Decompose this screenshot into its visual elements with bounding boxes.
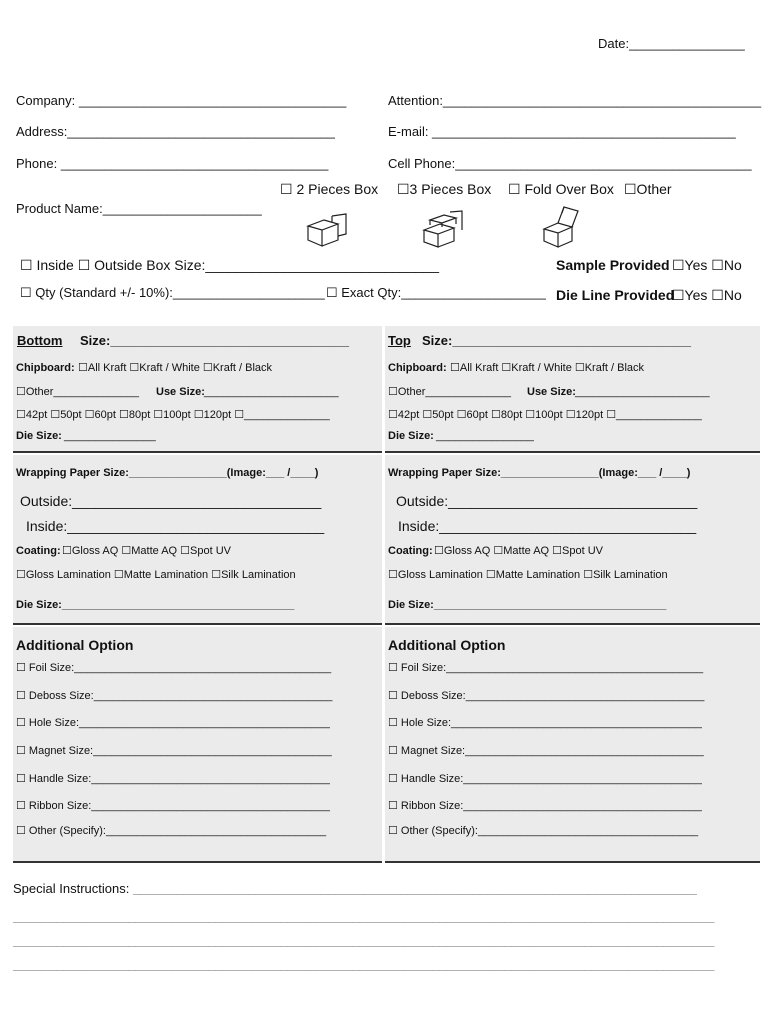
two-pieces-box-checkbox[interactable]: ☐ 2 Pieces Box xyxy=(280,181,379,197)
top-thickness-options[interactable]: ☐42pt ☐50pt ☐60pt ☐80pt ☐100pt ☐120pt ☐______________ xyxy=(388,409,702,421)
address-field[interactable]: Address:_____________________________________ xyxy=(16,124,335,139)
bottom-chipboard-label: Chipboard: xyxy=(16,362,75,374)
wrap-right-title[interactable]: Wrapping Paper Size:________________(Image:___ /____) xyxy=(388,467,691,479)
additional-right-ribbon[interactable]: ☐ Ribbon Size:_______________________________________ xyxy=(388,800,702,812)
wrap-right-inside-field[interactable]: Inside:_________________________________ xyxy=(398,518,697,534)
wrap-right-coating-label: Coating: xyxy=(388,545,433,557)
other-box-checkbox[interactable]: ☐Other xyxy=(624,181,672,197)
two-pieces-box-icon xyxy=(304,212,350,248)
wrap-right-coating-options[interactable]: ☐Gloss AQ ☐Matte AQ ☐Spot UV xyxy=(434,545,603,557)
additional-left-deboss[interactable]: ☐ Deboss Size:_______________________________________ xyxy=(16,690,333,702)
bottom-use-size-field[interactable]: ______________________ xyxy=(204,386,339,398)
additional-right-title: Additional Option xyxy=(388,637,506,653)
wrap-left-die-size-field[interactable]: Die Size:______________________________________ xyxy=(16,599,295,611)
company-field[interactable]: Company: _____________________________________ xyxy=(16,93,347,108)
wrap-left-lamination-options[interactable]: ☐Gloss Lamination ☐Matte Lamination ☐Silk Lamination xyxy=(16,569,296,581)
bottom-other-field[interactable]: ☐Other______________ xyxy=(16,386,140,398)
additional-left-foil[interactable]: ☐ Foil Size:__________________________________________ xyxy=(16,662,332,674)
additional-left-other[interactable]: ☐ Other (Specify):____________________________________ xyxy=(16,825,327,837)
special-instructions-line-1[interactable]: _________________________________________________________________________________________________ xyxy=(13,910,715,923)
wrap-left-coating-options[interactable]: ☐Gloss AQ ☐Matte AQ ☐Spot UV xyxy=(62,545,231,557)
top-chipboard-options[interactable]: ☐All Kraft ☐Kraft / White ☐Kraft / Black xyxy=(450,362,645,374)
divider-bottom-left xyxy=(13,451,382,453)
divider-additional-left xyxy=(13,861,382,863)
date-field[interactable]: Date:________________ xyxy=(598,36,745,51)
fold-over-box-icon xyxy=(540,203,582,249)
bottom-title: Bottom xyxy=(17,333,63,348)
top-die-size-field[interactable]: ________________ xyxy=(436,430,534,442)
three-pieces-box-checkbox[interactable]: ☐3 Pieces Box xyxy=(397,181,492,197)
special-instructions-line-3[interactable]: _________________________________________________________________________________________________ xyxy=(13,958,715,971)
additional-left-hole[interactable]: ☐ Hole Size:_________________________________________ xyxy=(16,717,330,729)
bottom-chipboard-options[interactable]: ☐All Kraft ☐Kraft / White ☐Kraft / Black xyxy=(78,362,273,374)
wrap-left-coating-label: Coating: xyxy=(16,545,61,557)
bottom-thickness-options[interactable]: ☐42pt ☐50pt ☐60pt ☐80pt ☐100pt ☐120pt ☐______________ xyxy=(16,409,330,421)
top-size-field[interactable]: Size:_________________________________ xyxy=(422,333,691,348)
bottom-die-size-label: Die Size: xyxy=(16,430,62,442)
wrap-right-die-size-field[interactable]: Die Size:______________________________________ xyxy=(388,599,667,611)
divider-wrap-left xyxy=(13,623,382,625)
additional-right-other[interactable]: ☐ Other (Specify):____________________________________ xyxy=(388,825,699,837)
wrap-right-outside-field[interactable]: Outside:________________________________ xyxy=(396,493,698,509)
product-name-field[interactable]: Product Name:______________________ xyxy=(16,201,262,216)
wrap-left-bg xyxy=(13,455,382,623)
wrap-left-inside-field[interactable]: Inside:_________________________________ xyxy=(26,518,325,534)
qty-field[interactable]: ☐ Qty (Standard +/- 10%):_____________________ xyxy=(20,285,325,300)
top-other-field[interactable]: ☐Other______________ xyxy=(388,386,512,398)
attention-field[interactable]: Attention:____________________________________________ xyxy=(388,93,762,108)
divider-additional-right xyxy=(385,861,760,863)
additional-left-handle[interactable]: ☐ Handle Size:_______________________________________ xyxy=(16,773,330,785)
additional-right-deboss[interactable]: ☐ Deboss Size:_______________________________________ xyxy=(388,690,705,702)
top-use-size-field[interactable]: ______________________ xyxy=(575,386,710,398)
email-field[interactable]: E-mail: __________________________________________ xyxy=(388,124,736,139)
divider-bottom-right xyxy=(385,451,760,453)
wrap-right-bg xyxy=(385,455,760,623)
top-die-size-label: Die Size: xyxy=(388,430,434,442)
top-use-size-label: Use Size: xyxy=(527,386,576,398)
sample-provided-label: Sample Provided xyxy=(556,257,670,273)
additional-right-foil[interactable]: ☐ Foil Size:__________________________________________ xyxy=(388,662,704,674)
wrap-left-title[interactable]: Wrapping Paper Size:________________(Image:___ /____) xyxy=(16,467,319,479)
wrap-left-outside-field[interactable]: Outside:________________________________ xyxy=(20,493,322,509)
die-line-provided-options[interactable]: ☐Yes ☐No xyxy=(672,287,742,303)
cell-phone-field[interactable]: Cell Phone:_________________________________________ xyxy=(388,156,752,171)
additional-left-magnet[interactable]: ☐ Magnet Size:_______________________________________ xyxy=(16,745,332,757)
additional-right-handle[interactable]: ☐ Handle Size:_______________________________________ xyxy=(388,773,702,785)
box-size-field[interactable]: ☐ Inside ☐ Outside Box Size:______________________________ xyxy=(20,257,439,273)
additional-left-ribbon[interactable]: ☐ Ribbon Size:_______________________________________ xyxy=(16,800,330,812)
fold-over-box-checkbox[interactable]: ☐ Fold Over Box xyxy=(508,181,614,197)
special-instructions-field[interactable]: Special Instructions: ______________________________________________________________________________ xyxy=(13,882,697,895)
three-pieces-box-icon xyxy=(420,210,466,248)
sample-provided-options[interactable]: ☐Yes ☐No xyxy=(672,257,742,273)
additional-right-hole[interactable]: ☐ Hole Size:_________________________________________ xyxy=(388,717,702,729)
bottom-size-field[interactable]: Size:_________________________________ xyxy=(80,333,349,348)
divider-wrap-right xyxy=(385,623,760,625)
additional-right-magnet[interactable]: ☐ Magnet Size:_______________________________________ xyxy=(388,745,704,757)
bottom-use-size-label: Use Size: xyxy=(156,386,205,398)
top-chipboard-label: Chipboard: xyxy=(388,362,447,374)
wrap-right-lamination-options[interactable]: ☐Gloss Lamination ☐Matte Lamination ☐Silk Lamination xyxy=(388,569,668,581)
additional-left-title: Additional Option xyxy=(16,637,134,653)
exact-qty-field[interactable]: ☐ Exact Qty:____________________ xyxy=(326,285,546,300)
die-line-provided-label: Die Line Provided xyxy=(556,287,675,303)
special-instructions-line-2[interactable]: _________________________________________________________________________________________________ xyxy=(13,934,715,947)
phone-field[interactable]: Phone: _____________________________________ xyxy=(16,156,329,171)
bottom-die-size-field[interactable]: _______________ xyxy=(64,430,156,442)
top-title: Top xyxy=(388,333,411,348)
